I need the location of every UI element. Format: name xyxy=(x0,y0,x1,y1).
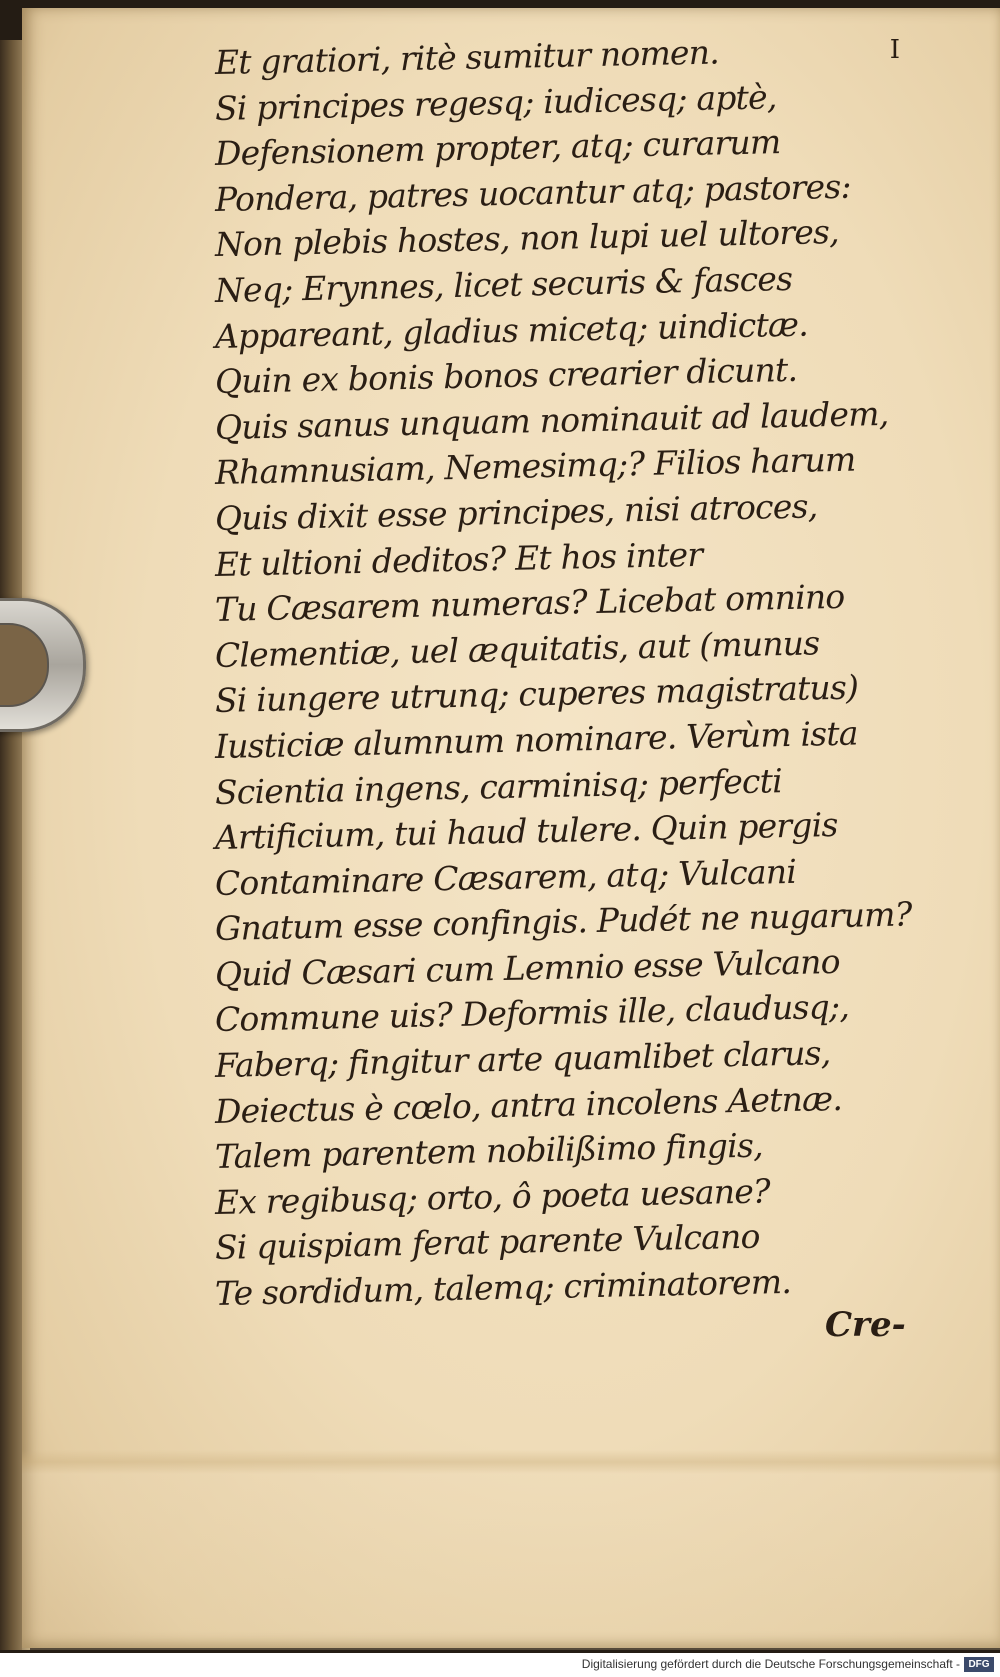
footer-credit: Digitalisierung gefördert durch die Deutsche Forschungsgemeinschaft - xyxy=(581,1657,960,1671)
verse-line: Faberq; fingitur arte quamlibet clarus, xyxy=(214,1033,831,1086)
catchword: Cre- xyxy=(825,1305,906,1345)
clasp-opening xyxy=(0,623,49,707)
verse-line: Rhamnusiam, Nemesimq;? Filios harum xyxy=(214,439,856,493)
verse-line: Ex regibusq; orto, ô poeta uesane? xyxy=(214,1171,771,1222)
verse-line: Scientia ingens, carminisq; perfecti xyxy=(214,760,783,812)
verse-line: Deiectus è cœlo, antra incolens Aetnæ. xyxy=(214,1078,843,1131)
verse-block xyxy=(214,32,912,1317)
verse-line: Quin ex bonis bonos crearier dicunt. xyxy=(214,349,798,402)
verse-line: Gnatum esse confingis. Pudét ne nugarum? xyxy=(214,894,912,949)
verse-line: Si principes regesq; iudicesq; aptè, xyxy=(214,76,777,128)
verse-line: Tu Cæsarem numeras? Licebat omnino xyxy=(214,576,845,630)
verse-line: Commune uis? Deformis ille, claudusq;, xyxy=(214,987,850,1040)
verse-line: Quid Cæsari cum Lemnio esse Vulcano xyxy=(214,941,841,994)
verse-line: Si quispiam ferat parente Vulcano xyxy=(214,1217,760,1268)
verse-line: Contaminare Cæsarem, atq; Vulcani xyxy=(214,851,797,903)
verse-line: Et ultioni deditos? Et hos inter xyxy=(214,534,703,584)
verse-line: Appareant, gladius micetq; uindictæ. xyxy=(214,304,809,356)
verse-line: Clementiæ, uel æquitatis, aut (munus xyxy=(214,623,820,675)
verse-line: Et gratiori, ritè sumitur nomen. xyxy=(214,32,720,82)
verse-line: Neq; Erynnes, licet securis & fasces xyxy=(214,258,793,310)
verse-line: Iusticiæ alumnum nominare. Verùm ista xyxy=(214,713,859,766)
verse-line: Si iungere utrunq; cuperes magistratus) xyxy=(214,667,859,721)
verse-line: Defensionem propter, atq; curarum xyxy=(214,122,781,174)
page-stain xyxy=(22,1450,1000,1650)
footer-bar xyxy=(0,1653,1000,1677)
verse-line: Artificium, tui haud tulere. Quin pergis xyxy=(214,805,838,858)
verse-line: Quis sanus unquam nominauit ad laudem, xyxy=(214,393,889,447)
verse-line: Non plebis hostes, non lupi uel ultores, xyxy=(214,212,840,265)
verse-line: Te sordidum, talemq; criminatorem. xyxy=(214,1261,792,1314)
verse-line: Quis dixit esse principes, nisi atroces, xyxy=(214,486,818,538)
verse-line: Pondera, patres uocantur atq; pastores: xyxy=(214,166,852,219)
page-signature: I xyxy=(889,35,900,65)
verse-line: Talem parentem nobilißimo fingis, xyxy=(214,1125,764,1177)
dfg-logo: DFG xyxy=(964,1657,994,1672)
